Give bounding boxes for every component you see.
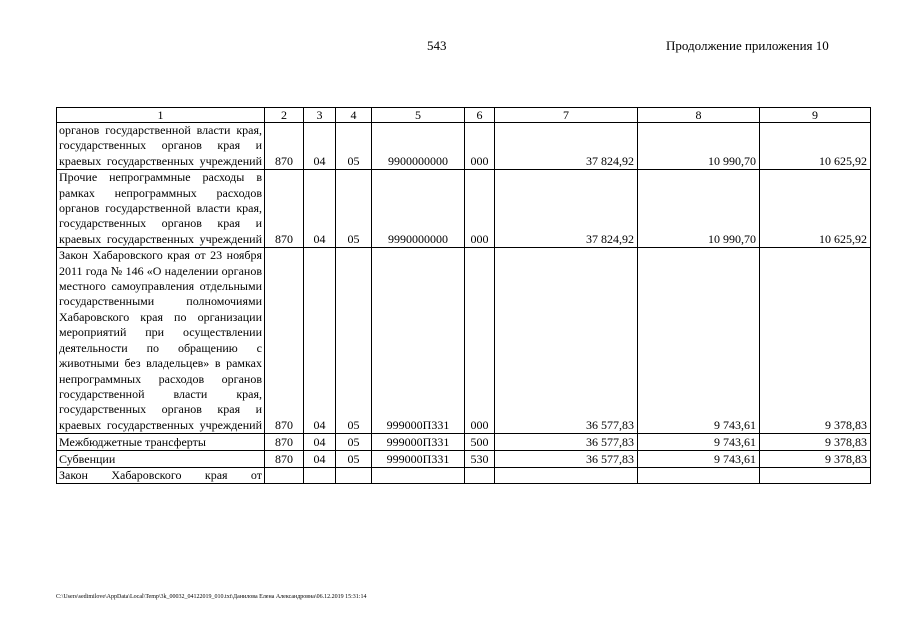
- budget-table: [56, 107, 871, 484]
- cell-col8: [638, 468, 760, 484]
- cell-col7: 37 824,92: [495, 170, 638, 248]
- cell-col8: 9 743,61: [638, 451, 760, 468]
- cell-col6: 500: [465, 434, 495, 451]
- cell-col2: 870: [265, 434, 304, 451]
- col-header-8: 8: [638, 108, 760, 123]
- cell-col4: 05: [336, 170, 372, 248]
- cell-col4: 05: [336, 248, 372, 434]
- table-row: [57, 468, 871, 484]
- cell-col3: [304, 468, 336, 484]
- cell-col8: 9 743,61: [638, 434, 760, 451]
- cell-col5: 9990000000: [372, 170, 465, 248]
- cell-col4: 05: [336, 123, 372, 170]
- cell-col9: [760, 468, 871, 484]
- table-row: [57, 123, 871, 170]
- cell-col2: [265, 468, 304, 484]
- cell-col5: 999000П331: [372, 434, 465, 451]
- cell-col7: 37 824,92: [495, 123, 638, 170]
- cell-col6: 530: [465, 451, 495, 468]
- table-header-row: [57, 108, 871, 123]
- cell-col9: 10 625,92: [760, 123, 871, 170]
- cell-col2: 870: [265, 170, 304, 248]
- row-name: Субвенции: [57, 451, 265, 468]
- row-name: Закон Хабаровского края от 23 ноября 2011 года № 146 «О наделении органов местного самоуправления отдельными государственными полномочиями Хабаровского края по организации мероприятий при осуществлении деятельности по обращению с животными без владельцев» в рамках непрограммных расходов органов государственной власти края, государственных органов края и краевых государственных учреждений: [57, 248, 265, 434]
- col-header-9: 9: [760, 108, 871, 123]
- cell-col3: 04: [304, 248, 336, 434]
- col-header-6: 6: [465, 108, 495, 123]
- row-name: Прочие непрограммные расходы в рамках непрограммных расходов органов государственной власти края, государственных органов края и краевых государственных учреждений: [57, 170, 265, 248]
- cell-col6: 000: [465, 170, 495, 248]
- cell-col2: 870: [265, 123, 304, 170]
- cell-col9: 9 378,83: [760, 248, 871, 434]
- cell-col5: [372, 468, 465, 484]
- cell-col5: 9900000000: [372, 123, 465, 170]
- cell-col5: 999000П331: [372, 248, 465, 434]
- cell-col7: 36 577,83: [495, 451, 638, 468]
- cell-col4: 05: [336, 434, 372, 451]
- col-header-4: 4: [336, 108, 372, 123]
- cell-col8: 10 990,70: [638, 123, 760, 170]
- row-name: органов государственной власти края, государственных органов края и краевых государственных учреждений: [57, 123, 265, 170]
- table-row: [57, 248, 871, 434]
- table-row: [57, 170, 871, 248]
- cell-col6: 000: [465, 123, 495, 170]
- cell-col6: 000: [465, 248, 495, 434]
- col-header-7: 7: [495, 108, 638, 123]
- col-header-3: 3: [304, 108, 336, 123]
- cell-col3: 04: [304, 123, 336, 170]
- cell-col5: 999000П331: [372, 451, 465, 468]
- cell-col9: 9 378,83: [760, 451, 871, 468]
- cell-col2: 870: [265, 451, 304, 468]
- cell-col9: 9 378,83: [760, 434, 871, 451]
- table-row: [57, 434, 871, 451]
- row-name: Закон Хабаровского края от: [57, 468, 265, 484]
- cell-col6: [465, 468, 495, 484]
- cell-col3: 04: [304, 451, 336, 468]
- footer-file-path: C:\Users\sedimilove\AppData\Local\Temp\3k_00032_04122019_010.txt\Данилова Елена Александровна\06.12.2019 15:31:14: [56, 594, 367, 600]
- cell-col4: [336, 468, 372, 484]
- row-name: Межбюджетные трансферты: [57, 434, 265, 451]
- cell-col7: 36 577,83: [495, 248, 638, 434]
- cell-col3: 04: [304, 434, 336, 451]
- col-header-2: 2: [265, 108, 304, 123]
- table-row: [57, 451, 871, 468]
- cell-col8: 10 990,70: [638, 170, 760, 248]
- col-header-1: 1: [57, 108, 265, 123]
- appendix-title: Продолжение приложения 10: [666, 38, 829, 53]
- cell-col3: 04: [304, 170, 336, 248]
- cell-col7: [495, 468, 638, 484]
- cell-col8: 9 743,61: [638, 248, 760, 434]
- cell-col4: 05: [336, 451, 372, 468]
- page-number: 543: [427, 38, 447, 53]
- col-header-5: 5: [372, 108, 465, 123]
- cell-col7: 36 577,83: [495, 434, 638, 451]
- cell-col2: 870: [265, 248, 304, 434]
- cell-col9: 10 625,92: [760, 170, 871, 248]
